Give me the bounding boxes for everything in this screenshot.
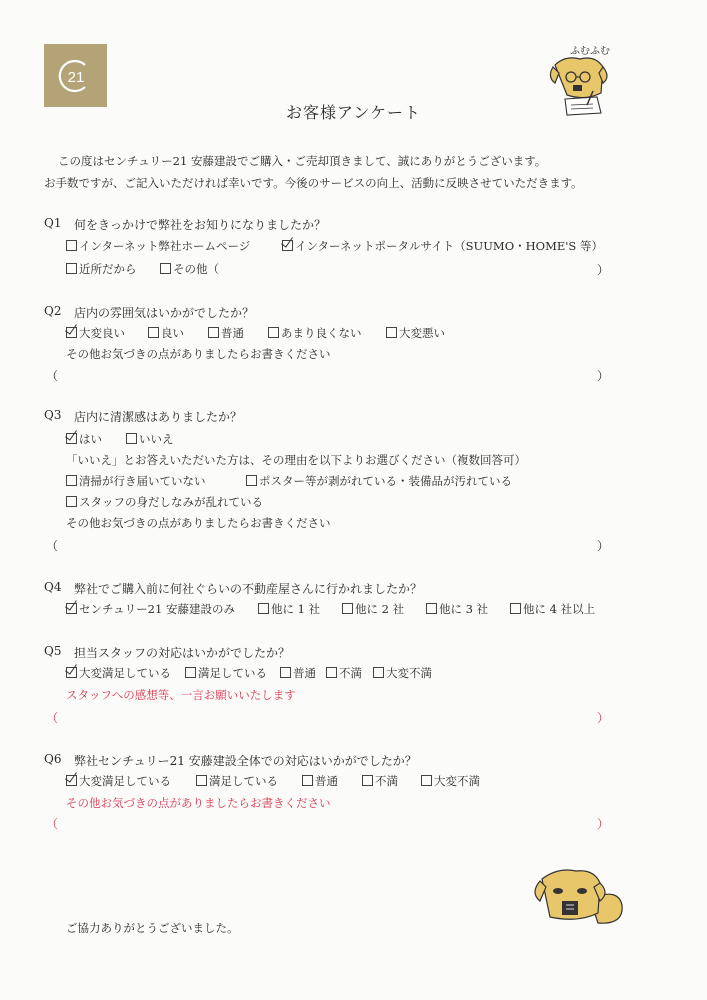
q1-number: Q1 — [44, 216, 62, 230]
q5-question: 担当スタッフの対応はいかがでしたか？ — [74, 646, 291, 660]
q2-option-very-bad[interactable]: 大変悪い — [386, 325, 445, 341]
q3-note: その他お気づきの点がありましたらお書きください — [66, 516, 331, 530]
q6-option-satisfied[interactable]: 満足している — [196, 773, 278, 789]
q3-subquestion: 「いいえ」とお答えいただいた方は、その理由を以下よりお選びください（複数回答可） — [66, 453, 526, 467]
checkbox-checked-icon — [66, 433, 77, 444]
checkbox-icon — [246, 475, 257, 486]
checkbox-icon — [362, 775, 373, 786]
q6-option-very-satisfied[interactable]: 大変満足している — [66, 773, 171, 789]
q6-number: Q6 — [44, 752, 62, 766]
q3-number: Q3 — [44, 408, 62, 422]
closing-message: ご協力ありがとうございました。 — [66, 921, 239, 935]
q5-option-dissatisfied[interactable]: 不満 — [326, 665, 362, 681]
checkbox-icon — [66, 475, 77, 486]
intro-line-1: この度はセンチュリー21 安藤建設でご購入・ご売却頂きまして、誠にありがとうございます。 — [58, 154, 547, 168]
q4-option-only[interactable]: センチュリー21 安藤建設のみ — [66, 601, 235, 617]
checkbox-icon — [421, 775, 432, 786]
q6-close-paren: ） — [597, 817, 610, 831]
checkbox-icon — [196, 775, 207, 786]
q4-option-4plus[interactable]: 他に 4 社以上 — [510, 601, 595, 617]
checkbox-icon — [280, 667, 291, 678]
q5-option-satisfied[interactable]: 満足している — [185, 665, 267, 681]
q6-option-very-dissatisfied[interactable]: 大変不満 — [421, 773, 480, 789]
checkbox-icon — [126, 433, 137, 444]
q3-reason-posters[interactable]: ポスター等が剥がれている・装備品が汚れている — [246, 473, 512, 489]
svg-text:21: 21 — [67, 68, 84, 86]
q6-option-average[interactable]: 普通 — [302, 773, 338, 789]
q1-option-homepage[interactable]: インターネット弊社ホームページ — [66, 238, 250, 254]
checkbox-checked-icon — [66, 603, 77, 614]
checkbox-icon — [208, 327, 219, 338]
q5-option-average[interactable]: 普通 — [280, 665, 316, 681]
checkbox-icon — [326, 667, 337, 678]
q1-close-paren: ） — [597, 263, 610, 277]
page-title: お客様アンケート — [285, 103, 422, 122]
q3-option-yes[interactable]: はい — [66, 431, 102, 447]
mascot-caption: ふむふむ — [570, 46, 610, 57]
q6-note: その他お気づきの点がありましたらお書きください — [66, 796, 331, 810]
checkbox-icon — [66, 240, 77, 251]
c21-logo-mark-icon — [56, 56, 96, 96]
q2-option-not-good[interactable]: あまり良くない — [268, 325, 362, 341]
checkbox-icon — [185, 667, 196, 678]
q3-close-paren: ） — [597, 539, 610, 553]
q1-question: 何をきっかけで弊社をお知りになりましたか？ — [74, 218, 327, 232]
checkbox-icon — [268, 327, 279, 338]
checkbox-icon — [426, 603, 437, 614]
q5-number: Q5 — [44, 644, 62, 658]
checkbox-checked-icon — [282, 240, 293, 251]
q6-option-dissatisfied[interactable]: 不満 — [362, 773, 398, 789]
q2-option-good[interactable]: 良い — [148, 325, 184, 341]
checkbox-icon — [510, 603, 521, 614]
q2-note: その他お気づきの点がありましたらお書きください — [66, 347, 331, 361]
q4-number: Q4 — [44, 580, 62, 594]
intro-line-2: お手数ですが、ご記入いただければ幸いです。今後のサービスの向上、活動に反映させていただきます。 — [44, 176, 583, 190]
q5-option-very-satisfied[interactable]: 大変満足している — [66, 665, 171, 681]
q5-open-paren: （ — [46, 711, 59, 725]
q6-open-paren: （ — [46, 817, 59, 831]
checkbox-icon — [386, 327, 397, 338]
q5-option-very-dissatisfied[interactable]: 大変不満 — [373, 665, 432, 681]
century21-logo — [44, 44, 107, 107]
q1-option-portal[interactable]: インターネットポータルサイト（SUUMO・HOME'S 等） — [282, 238, 603, 254]
q2-close-paren: ） — [597, 369, 610, 383]
checkbox-checked-icon — [66, 775, 77, 786]
q6-question: 弊社センチュリー21 安藤建設全体での対応はいかがでしたか？ — [74, 754, 417, 768]
q4-option-2[interactable]: 他に 2 社 — [342, 601, 404, 617]
q2-option-very-good[interactable]: 大変良い — [66, 325, 125, 341]
q2-option-average[interactable]: 普通 — [208, 325, 244, 341]
checkbox-icon — [66, 496, 77, 507]
checkbox-icon — [258, 603, 269, 614]
checkbox-icon — [66, 263, 77, 274]
checkbox-checked-icon — [66, 667, 77, 678]
q1-option-nearby[interactable]: 近所だから — [66, 261, 137, 277]
q3-reason-cleaning[interactable]: 清掃が行き届いていない — [66, 473, 206, 489]
checkbox-icon — [302, 775, 313, 786]
checkbox-icon — [342, 603, 353, 614]
q4-option-3[interactable]: 他に 3 社 — [426, 601, 488, 617]
q4-question: 弊社でご購入前に何社ぐらいの不動産屋さんに行かれましたか？ — [74, 582, 423, 596]
mascot-dog-icon — [528, 865, 628, 929]
checkbox-icon — [160, 263, 171, 274]
q3-reason-staff[interactable]: スタッフの身だしなみが乱れている — [66, 494, 263, 510]
checkbox-icon — [373, 667, 384, 678]
checkbox-checked-icon — [66, 327, 77, 338]
q3-question: 店内に清潔感はありましたか？ — [74, 410, 243, 424]
q2-question: 店内の雰囲気はいかがでしたか？ — [74, 306, 255, 320]
q3-option-no[interactable]: いいえ — [126, 431, 174, 447]
q2-open-paren: （ — [46, 369, 59, 383]
q1-option-other[interactable]: その他（ — [160, 261, 219, 277]
q4-option-1[interactable]: 他に 1 社 — [258, 601, 320, 617]
q2-number: Q2 — [44, 304, 62, 318]
q3-open-paren: （ — [46, 539, 59, 553]
q5-close-paren: ） — [597, 711, 610, 725]
checkbox-icon — [148, 327, 159, 338]
q5-note: スタッフへの感想等、一言お願いいたします — [66, 688, 296, 702]
